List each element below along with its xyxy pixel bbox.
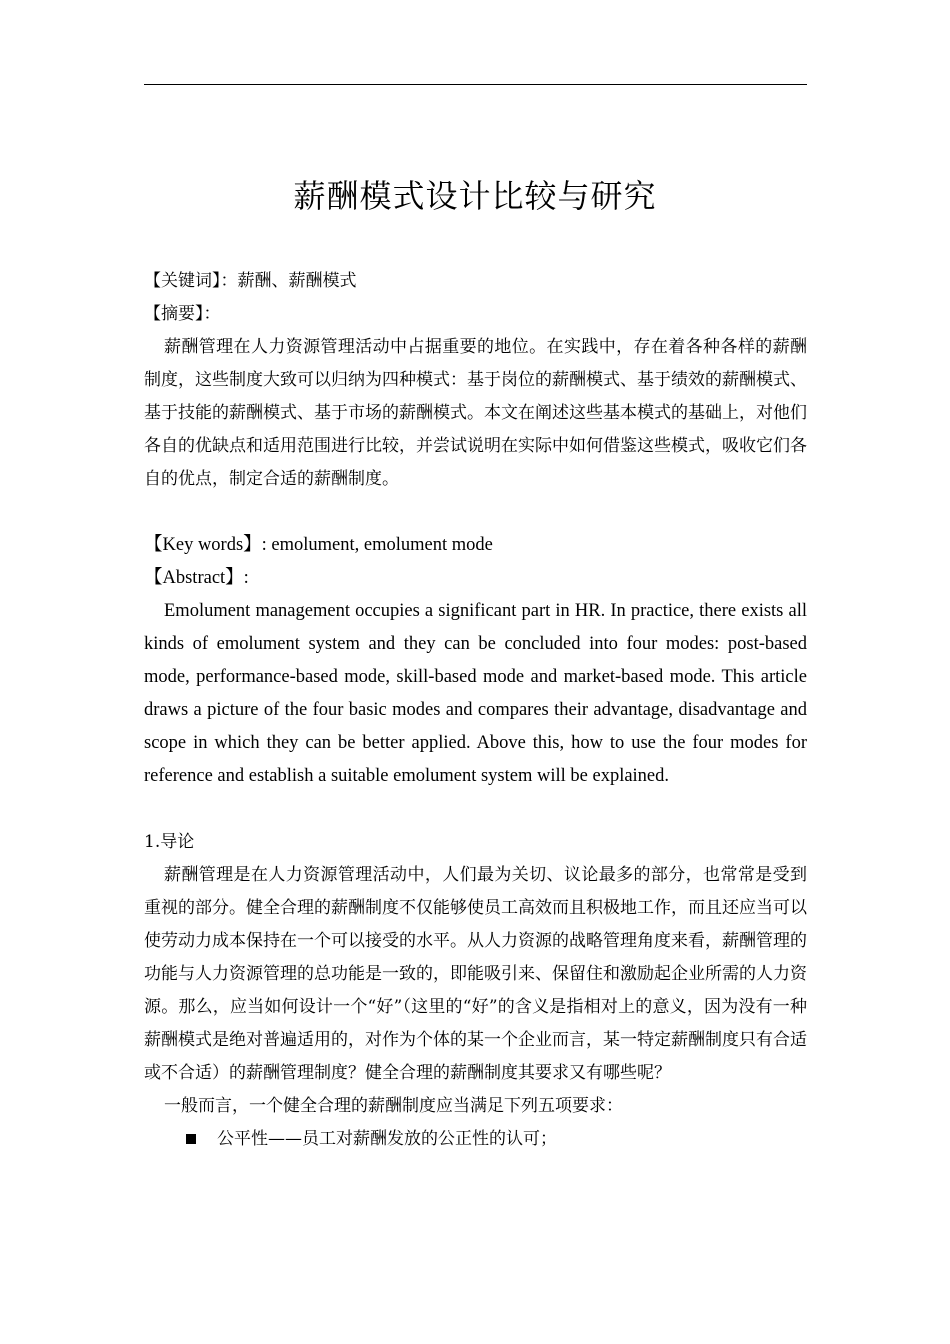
section1-paragraph-1: 薪酬管理是在人力资源管理活动中，人们最为关切、议论最多的部分，也常常是受到重视的部分。健全合理的薪酬制度不仅能够使员工高效而且积极地工作，而且还应当可以使劳动力成本保持在一个可以接受的水平。从人力资源的战略管理角度来看，薪酬管理的功能与人力资源管理的总功能是一致的，即能吸引来、保留住和激励起企业所需的人力资源。那么，应当如何设计一个“好”（这里的“好”的含义是指相对上的意义，因为没有一种薪酬模式是绝对普遍适用的，对作为个体的某一个企业而言，某一特定薪酬制度只有合适或不合适）的薪酬管理制度？健全合理的薪酬制度其要求又有哪些呢？ xyxy=(144,865,807,1083)
square-bullet-icon xyxy=(186,1134,196,1144)
document-body xyxy=(144,265,807,1156)
abstract-cn-label: 【摘要】： xyxy=(144,304,221,324)
abstract-en: Emolument management occupies a significant part in HR. In practice, there exists all kinds of emolument system and they can be concluded into four modes: post-based mode, performance-based mode, skill-based mode and market-based mode. This article draws a picture of the four basic modes and compares their advantage, disadvantage and scope in which they can be better applied. Above this, how to use the four modes for reference and establish a suitable emolument system will be explained. xyxy=(144,601,807,786)
spacer xyxy=(144,496,807,529)
abstract-cn: 薪酬管理在人力资源管理活动中占据重要的地位。在实践中，存在着各种各样的薪酬制度，这些制度大致可以归纳为四种模式：基于岗位的薪酬模式、基于绩效的薪酬模式、基于技能的薪酬模式、基于市场的薪酬模式。本文在阐述这些基本模式的基础上，对他们各自的优缺点和适用范围进行比较，并尝试说明在实际中如何借鉴这些模式，吸收它们各自的优点，制定合适的薪酬制度。 xyxy=(144,337,807,489)
section1-paragraph-2: 一般而言，一个健全合理的薪酬制度应当满足下列五项要求： xyxy=(164,1096,623,1116)
section1-heading: 1.导论 xyxy=(144,832,195,852)
header-rule xyxy=(144,84,807,85)
spacer xyxy=(144,793,807,826)
bullet-text: 公平性——员工对薪酬发放的公正性的认可； xyxy=(217,1129,557,1149)
bullet-item xyxy=(144,1123,807,1156)
abstract-en-label: 【Abstract】: xyxy=(144,568,249,588)
keywords-en: 【Key words】: emolument, emolument mode xyxy=(144,535,493,555)
document-title: 薪酬模式设计比较与研究 xyxy=(293,177,657,215)
keywords-cn: 【关键词】：薪酬、薪酬模式 xyxy=(144,271,357,291)
